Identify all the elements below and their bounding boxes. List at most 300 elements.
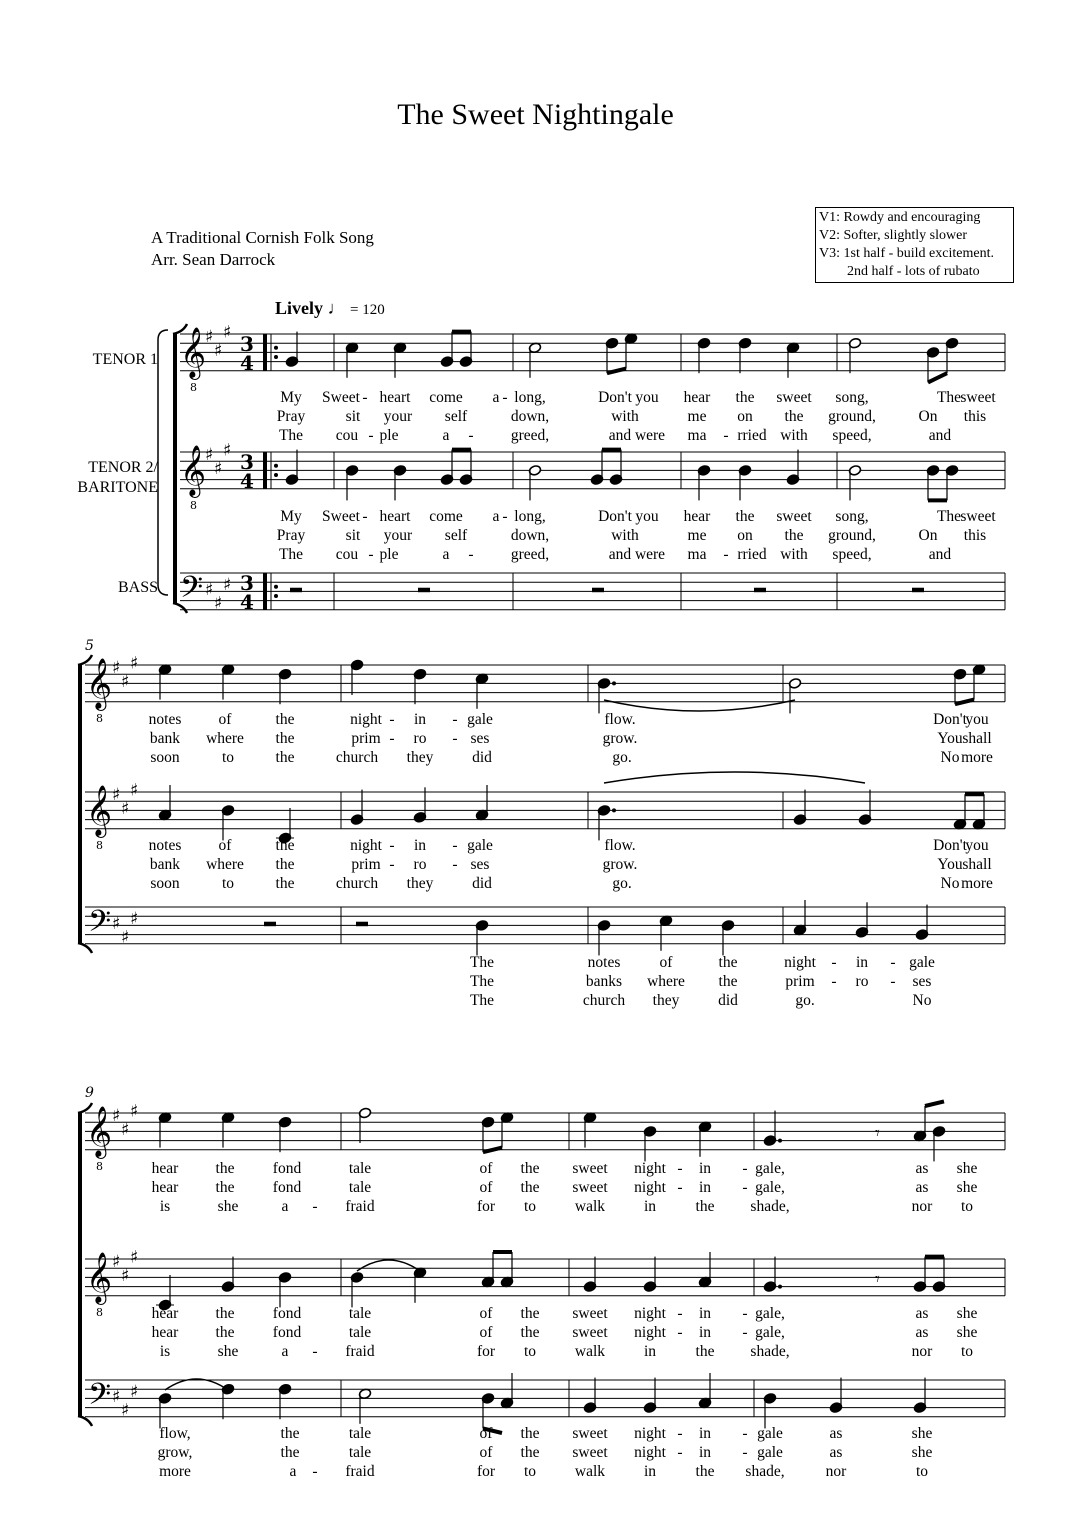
lyric-syllable: fond bbox=[272, 1160, 302, 1177]
lyric-syllable: she bbox=[956, 1324, 978, 1341]
lyric-syllable: go. bbox=[612, 875, 632, 892]
sharp-sign: ♯ bbox=[112, 785, 121, 805]
lyric-syllable: The bbox=[469, 973, 495, 990]
lyric-syllable: speed, bbox=[832, 427, 872, 444]
sharp-sign: ♯ bbox=[223, 322, 232, 343]
lyric-syllable: shade, bbox=[750, 1343, 790, 1360]
lyric-syllable: nor bbox=[911, 1198, 933, 1215]
lyric-syllable: soon bbox=[150, 749, 180, 766]
quarter-note-icon: ♩ bbox=[327, 298, 346, 318]
lyric-syllable: the bbox=[784, 527, 804, 544]
augmentation-dot bbox=[778, 1285, 782, 1289]
lyric-syllable: sweet bbox=[572, 1160, 608, 1177]
lyric-syllable: in bbox=[698, 1324, 712, 1341]
lyric-syllable: did bbox=[718, 992, 738, 1009]
lyric-syllable: she bbox=[956, 1160, 978, 1177]
lyric-syllable: fond bbox=[272, 1179, 302, 1196]
lyric-syllable: of bbox=[479, 1324, 493, 1341]
lyric-syllable: tale bbox=[348, 1160, 372, 1177]
sharp-sign: ♯ bbox=[121, 671, 130, 692]
lyric-syllable: - bbox=[677, 1324, 683, 1341]
lyric-syllable: fond bbox=[272, 1324, 302, 1341]
lyric-syllable: grow. bbox=[602, 730, 638, 747]
lyric-syllable: in bbox=[643, 1343, 657, 1360]
lyric-syllable: to bbox=[523, 1343, 537, 1360]
lyric-syllable: for bbox=[476, 1463, 496, 1480]
lyric-syllable: the bbox=[784, 408, 804, 425]
lyric-syllable: a bbox=[442, 546, 450, 563]
lyric-syllable: ro bbox=[855, 973, 869, 990]
lyric-syllable: where bbox=[647, 973, 685, 990]
lyric-syllable: sweet bbox=[572, 1444, 608, 1461]
lyric-syllable: with bbox=[780, 427, 808, 444]
sharp-sign: ♯ bbox=[121, 798, 130, 819]
lyric-syllable: cou bbox=[335, 427, 359, 444]
sharp-sign: ♯ bbox=[205, 445, 214, 465]
lyric-syllable: - bbox=[677, 1179, 683, 1196]
lyric-syllable: ple bbox=[379, 427, 399, 444]
lyric-syllable: the bbox=[215, 1179, 235, 1196]
time-signature: 4 bbox=[240, 590, 254, 614]
lyric-syllable: she bbox=[911, 1444, 933, 1461]
lyric-syllable: The bbox=[936, 389, 962, 406]
lyric-syllable: - bbox=[502, 508, 508, 525]
lyric-syllable: gale, bbox=[755, 1160, 785, 1177]
lyric-syllable: the bbox=[695, 1198, 715, 1215]
octave-mark: 8 bbox=[96, 1160, 103, 1173]
part-label-tenor2: TENOR 2/ bbox=[88, 459, 158, 476]
lyric-syllable: flow. bbox=[604, 837, 636, 854]
half-rest bbox=[356, 922, 368, 927]
sharp-sign: ♯ bbox=[121, 1119, 130, 1140]
lyric-syllable: down, bbox=[510, 408, 550, 425]
lyric-syllable: Pray bbox=[276, 408, 306, 425]
lyric-syllable: shall bbox=[962, 856, 992, 873]
lyric-syllable: the bbox=[275, 856, 295, 873]
eighth-rest: 𝄾 bbox=[875, 1123, 880, 1144]
lyric-syllable: you bbox=[635, 389, 659, 406]
octave-mark: 8 bbox=[190, 381, 197, 394]
lyric-syllable: me bbox=[687, 527, 707, 544]
lyric-syllable: the bbox=[275, 875, 295, 892]
notation-layer bbox=[78, 322, 1005, 1433]
measure-number: 9 bbox=[85, 1085, 94, 1101]
lyric-syllable: night bbox=[634, 1324, 666, 1341]
slur bbox=[165, 1379, 228, 1390]
lyric-syllable: tale bbox=[348, 1324, 372, 1341]
lyric-syllable: in bbox=[698, 1305, 712, 1322]
lyric-syllable: sweet bbox=[572, 1425, 608, 1442]
lyric-syllable: - bbox=[452, 730, 458, 747]
whole-rest bbox=[592, 588, 604, 593]
lyric-syllable: as bbox=[915, 1324, 929, 1341]
lyric-syllable: as bbox=[829, 1425, 843, 1442]
sharp-sign: ♯ bbox=[205, 327, 214, 347]
lyric-syllable: the bbox=[520, 1160, 540, 1177]
octave-mark: 8 bbox=[96, 839, 103, 852]
lyric-syllable: this bbox=[963, 527, 987, 544]
lyric-syllable: - bbox=[452, 856, 458, 873]
lyric-syllable: the bbox=[735, 508, 755, 525]
lyric-syllable: the bbox=[215, 1305, 235, 1322]
lyric-syllable: heart bbox=[379, 389, 411, 406]
lyric-syllable: - bbox=[831, 954, 837, 971]
octave-mark: 8 bbox=[190, 499, 197, 512]
lyric-syllable: - bbox=[368, 427, 374, 444]
lyric-syllable: shade, bbox=[750, 1198, 790, 1215]
lyric-syllable: notes bbox=[587, 954, 621, 971]
lyric-syllable: they bbox=[406, 875, 434, 892]
lyric-syllable: rried bbox=[737, 546, 767, 563]
lyric-syllable: in bbox=[643, 1463, 657, 1480]
lyric-syllable: shade, bbox=[745, 1463, 785, 1480]
lyric-syllable: to bbox=[960, 1343, 974, 1360]
lyric-syllable: - bbox=[890, 973, 896, 990]
lyric-syllable: and bbox=[608, 546, 632, 563]
treble-clef: 𝄞 bbox=[180, 327, 207, 378]
lyric-syllable: as bbox=[829, 1444, 843, 1461]
lyric-syllable: night bbox=[634, 1425, 666, 1442]
lyric-syllable: greed, bbox=[510, 427, 550, 444]
lyric-syllable: ro bbox=[413, 730, 427, 747]
lyric-syllable: fraid bbox=[345, 1198, 375, 1215]
lyric-syllable: Sweet bbox=[322, 508, 360, 525]
lyric-syllable: they bbox=[652, 992, 680, 1009]
lyric-syllable: gale bbox=[909, 954, 935, 971]
lyric-syllable: this bbox=[963, 408, 987, 425]
lyric-syllable: ma bbox=[687, 427, 707, 444]
performance-note-v3b: 2nd half - lots of rubato bbox=[847, 264, 980, 279]
performance-note-v1: V1: Rowdy and encouraging bbox=[819, 210, 981, 225]
lyric-syllable: of bbox=[479, 1160, 493, 1177]
treble-clef: 𝄞 bbox=[86, 658, 113, 709]
lyric-syllable: a bbox=[289, 1463, 297, 1480]
repeat-dot bbox=[274, 594, 278, 598]
lyric-syllable: of bbox=[479, 1444, 493, 1461]
lyric-syllable: flow, bbox=[159, 1425, 191, 1442]
lyric-syllable: night bbox=[784, 954, 816, 971]
lyric-syllable: the bbox=[520, 1425, 540, 1442]
lyric-syllable: long, bbox=[514, 508, 546, 525]
lyric-syllable: as bbox=[915, 1160, 929, 1177]
lyric-syllable: - bbox=[677, 1305, 683, 1322]
lyric-syllable: to bbox=[221, 875, 235, 892]
whole-rest bbox=[264, 922, 276, 927]
lyric-syllable: your bbox=[383, 527, 413, 544]
lyric-syllable: me bbox=[687, 408, 707, 425]
lyric-syllable: as bbox=[915, 1305, 929, 1322]
lyric-syllable: sweet bbox=[572, 1179, 608, 1196]
lyric-syllable: hear bbox=[683, 389, 711, 406]
lyric-syllable: you bbox=[635, 508, 659, 525]
lyric-syllable: - bbox=[389, 730, 395, 747]
part-label-tenor1: TENOR 1 bbox=[92, 351, 158, 368]
lyric-syllable: hear bbox=[683, 508, 711, 525]
augmentation-dot bbox=[612, 808, 616, 812]
lyric-syllable: - bbox=[312, 1343, 318, 1360]
lyric-syllable: you bbox=[965, 837, 989, 854]
lyric-syllable: with bbox=[611, 408, 639, 425]
lyric-syllable: your bbox=[383, 408, 413, 425]
lyric-syllable: shall bbox=[962, 730, 992, 747]
lyric-syllable: hear bbox=[151, 1179, 179, 1196]
lyric-syllable: - bbox=[368, 546, 374, 563]
lyric-syllable: The bbox=[278, 427, 304, 444]
lyric-syllable: she bbox=[911, 1425, 933, 1442]
lyric-syllable: soon bbox=[150, 875, 180, 892]
lyric-syllable: for bbox=[476, 1343, 496, 1360]
lyric-syllable: gale bbox=[467, 837, 493, 854]
lyric-syllable: - bbox=[468, 427, 474, 444]
lyric-syllable: in bbox=[855, 954, 869, 971]
lyric-syllable: - bbox=[742, 1160, 748, 1177]
octave-mark: 8 bbox=[96, 1306, 103, 1319]
lyric-syllable: - bbox=[468, 546, 474, 563]
lyric-syllable: a bbox=[281, 1198, 289, 1215]
lyric-syllable: - bbox=[723, 546, 729, 563]
lyric-syllable: No bbox=[912, 992, 932, 1009]
sharp-sign: ♯ bbox=[112, 658, 121, 678]
lyric-syllable: On bbox=[918, 527, 938, 544]
lyric-syllable: of bbox=[218, 837, 232, 854]
lyric-syllable: song, bbox=[835, 508, 869, 525]
lyric-syllable: self bbox=[444, 527, 468, 544]
sharp-sign: ♯ bbox=[223, 575, 232, 596]
part-brace bbox=[158, 330, 168, 595]
lyric-syllable: fraid bbox=[345, 1463, 375, 1480]
lyric-syllable: walk bbox=[574, 1198, 606, 1215]
lyric-syllable: with bbox=[611, 527, 639, 544]
lyric-syllable: where bbox=[206, 856, 244, 873]
lyric-syllable: sit bbox=[345, 527, 361, 544]
lyric-syllable: and bbox=[928, 546, 952, 563]
lyric-syllable: the bbox=[695, 1343, 715, 1360]
lyric-syllable: tale bbox=[348, 1425, 372, 1442]
lyric-syllable: gale bbox=[757, 1425, 783, 1442]
lyric-syllable: grow. bbox=[602, 856, 638, 873]
lyric-syllable: - bbox=[362, 389, 368, 406]
part-label-tenor2-baritone: BARITONE bbox=[77, 479, 158, 496]
lyric-syllable: ple bbox=[379, 546, 399, 563]
repeat-dot bbox=[274, 473, 278, 477]
lyric-syllable: where bbox=[206, 730, 244, 747]
lyric-syllable: she bbox=[217, 1198, 239, 1215]
lyric-syllable: banks bbox=[585, 973, 623, 990]
lyric-syllable: in bbox=[698, 1160, 712, 1177]
lyric-syllable: down, bbox=[510, 527, 550, 544]
lyric-syllable: of bbox=[479, 1179, 493, 1196]
lyric-syllable: hear bbox=[151, 1305, 179, 1322]
sharp-sign: ♯ bbox=[121, 1265, 130, 1286]
lyric-syllable: speed, bbox=[832, 546, 872, 563]
lyric-syllable: No bbox=[940, 749, 960, 766]
sharp-sign: ♯ bbox=[130, 909, 139, 930]
lyric-syllable: tale bbox=[348, 1179, 372, 1196]
lyric-syllable: bank bbox=[149, 856, 181, 873]
lyric-syllable: self bbox=[444, 408, 468, 425]
lyric-syllable: - bbox=[723, 427, 729, 444]
sharp-sign: ♯ bbox=[130, 1101, 139, 1122]
octave-mark: 8 bbox=[96, 712, 103, 725]
lyric-syllable: - bbox=[742, 1179, 748, 1196]
augmentation-dot bbox=[778, 1139, 782, 1143]
lyric-syllable: prim bbox=[351, 730, 381, 747]
lyric-syllable: the bbox=[275, 730, 295, 747]
lyric-syllable: the bbox=[520, 1444, 540, 1461]
lyric-syllable: in bbox=[698, 1179, 712, 1196]
lyric-syllable: greed, bbox=[510, 546, 550, 563]
lyric-syllable: to bbox=[523, 1463, 537, 1480]
lyric-syllable: - bbox=[502, 389, 508, 406]
slur bbox=[357, 1260, 420, 1271]
lyric-syllable: go. bbox=[795, 992, 815, 1009]
lyric-syllable: night bbox=[634, 1444, 666, 1461]
treble-clef: 𝄞 bbox=[86, 1106, 113, 1157]
lyric-syllable: tale bbox=[348, 1305, 372, 1322]
lyric-syllable: is bbox=[159, 1343, 171, 1360]
lyric-syllable: sweet bbox=[960, 508, 996, 525]
lyric-syllable: she bbox=[956, 1305, 978, 1322]
whole-rest bbox=[290, 588, 302, 593]
sharp-sign: ♯ bbox=[214, 340, 223, 361]
treble-clef: 𝄞 bbox=[86, 1252, 113, 1303]
lyric-syllable: with bbox=[780, 546, 808, 563]
lyric-syllable: more bbox=[961, 749, 993, 766]
lyric-syllable: the bbox=[520, 1179, 540, 1196]
lyric-syllable: - bbox=[677, 1160, 683, 1177]
lyric-syllable: more bbox=[159, 1463, 191, 1480]
sharp-sign: ♯ bbox=[130, 1247, 139, 1268]
lyric-syllable: On bbox=[918, 408, 938, 425]
lyric-syllable: a bbox=[442, 427, 450, 444]
repeat-dot bbox=[274, 585, 278, 589]
lyric-syllable: - bbox=[452, 711, 458, 728]
lyric-syllable: night bbox=[634, 1160, 666, 1177]
lyric-syllable: she bbox=[217, 1343, 239, 1360]
lyric-syllable: - bbox=[677, 1425, 683, 1442]
whole-rest bbox=[418, 588, 430, 593]
bass-clef: 𝄢 bbox=[88, 1378, 112, 1419]
lyric-syllable: gale, bbox=[755, 1179, 785, 1196]
sharp-sign: ♯ bbox=[112, 913, 121, 934]
lyric-syllable: ses bbox=[470, 856, 490, 873]
lyric-syllable: My bbox=[280, 389, 302, 406]
lyric-syllable: - bbox=[452, 837, 458, 854]
lyric-syllable: a bbox=[281, 1343, 289, 1360]
lyric-syllable: - bbox=[389, 837, 395, 854]
sharp-sign: ♯ bbox=[223, 440, 232, 461]
lyric-syllable: in bbox=[698, 1444, 712, 1461]
repeat-dot bbox=[274, 355, 278, 359]
lyric-syllable: - bbox=[742, 1444, 748, 1461]
lyric-syllable: the bbox=[215, 1324, 235, 1341]
lyric-syllable: Don't bbox=[598, 508, 632, 525]
lyric-syllable: come bbox=[429, 389, 463, 406]
lyric-syllable: notes bbox=[148, 837, 182, 854]
lyric-syllable: night bbox=[350, 711, 382, 728]
lyric-syllable: were bbox=[634, 427, 666, 444]
lyric-syllable: notes bbox=[148, 711, 182, 728]
lyric-syllable: the bbox=[275, 837, 295, 854]
lyric-syllable: gale, bbox=[755, 1324, 785, 1341]
lyric-syllable: fraid bbox=[345, 1343, 375, 1360]
lyric-syllable: sweet bbox=[960, 389, 996, 406]
repeat-dot bbox=[274, 464, 278, 468]
lyric-syllable: to bbox=[960, 1198, 974, 1215]
lyric-syllable: sweet bbox=[572, 1305, 608, 1322]
sharp-sign: ♯ bbox=[214, 458, 223, 479]
lyric-syllable: in bbox=[413, 711, 427, 728]
lyric-syllable: My bbox=[280, 508, 302, 525]
lyric-syllable: nor bbox=[825, 1463, 847, 1480]
treble-clef: 𝄞 bbox=[180, 445, 207, 496]
lyric-syllable: sweet bbox=[776, 508, 812, 525]
lyric-syllable: ma bbox=[687, 546, 707, 563]
sharp-sign: ♯ bbox=[112, 1386, 121, 1407]
lyric-syllable: - bbox=[389, 856, 395, 873]
sharp-sign: ♯ bbox=[205, 579, 214, 600]
lyric-syllable: the bbox=[275, 749, 295, 766]
time-signature: 3 bbox=[240, 450, 254, 474]
lyric-syllable: Pray bbox=[276, 527, 306, 544]
lyric-syllable: a bbox=[492, 508, 500, 525]
lyric-syllable: the bbox=[520, 1324, 540, 1341]
lyric-syllable: as bbox=[915, 1179, 929, 1196]
lyric-syllable: grow, bbox=[157, 1444, 193, 1461]
lyric-syllable: flow. bbox=[604, 711, 636, 728]
lyric-syllable: the bbox=[695, 1463, 715, 1480]
lyric-syllable: she bbox=[956, 1179, 978, 1196]
lyric-syllable: the bbox=[280, 1425, 300, 1442]
lyric-syllable: prim bbox=[351, 856, 381, 873]
lyric-syllable: on bbox=[737, 527, 753, 544]
lyric-syllable: to bbox=[523, 1198, 537, 1215]
lyric-syllable: - bbox=[677, 1444, 683, 1461]
lyric-syllable: sit bbox=[345, 408, 361, 425]
repeat-dot bbox=[274, 346, 278, 350]
time-signature: 3 bbox=[240, 571, 254, 595]
beam bbox=[955, 700, 974, 705]
lyric-syllable: the bbox=[735, 389, 755, 406]
sharp-sign: ♯ bbox=[130, 780, 139, 801]
lyric-syllable: church bbox=[335, 749, 379, 766]
lyric-syllable: night bbox=[350, 837, 382, 854]
lyric-syllable: walk bbox=[574, 1463, 606, 1480]
lyric-syllable: in bbox=[413, 837, 427, 854]
lyric-syllable: long, bbox=[514, 389, 546, 406]
lyric-syllable: The bbox=[469, 954, 495, 971]
lyric-syllable: ses bbox=[912, 973, 932, 990]
lyric-syllable: - bbox=[742, 1324, 748, 1341]
lyric-syllable: the bbox=[520, 1305, 540, 1322]
lyric-syllable: rried bbox=[737, 427, 767, 444]
lyric-syllable: hear bbox=[151, 1324, 179, 1341]
lyric-syllable: they bbox=[406, 749, 434, 766]
lyric-syllable: ground, bbox=[828, 527, 876, 544]
sharp-sign: ♯ bbox=[121, 927, 130, 948]
sharp-sign: ♯ bbox=[214, 593, 223, 614]
measure-number: 5 bbox=[85, 638, 94, 654]
lyric-syllable: of bbox=[218, 711, 232, 728]
lyric-syllable: night bbox=[634, 1305, 666, 1322]
lyric-syllable: gale, bbox=[755, 1305, 785, 1322]
lyric-syllable: bank bbox=[149, 730, 181, 747]
lyric-syllable: the bbox=[275, 711, 295, 728]
lyric-syllable: and bbox=[608, 427, 632, 444]
lyric-syllable: in bbox=[698, 1425, 712, 1442]
lyric-syllable: Sweet bbox=[322, 389, 360, 406]
eighth-rest: 𝄾 bbox=[875, 1269, 880, 1290]
